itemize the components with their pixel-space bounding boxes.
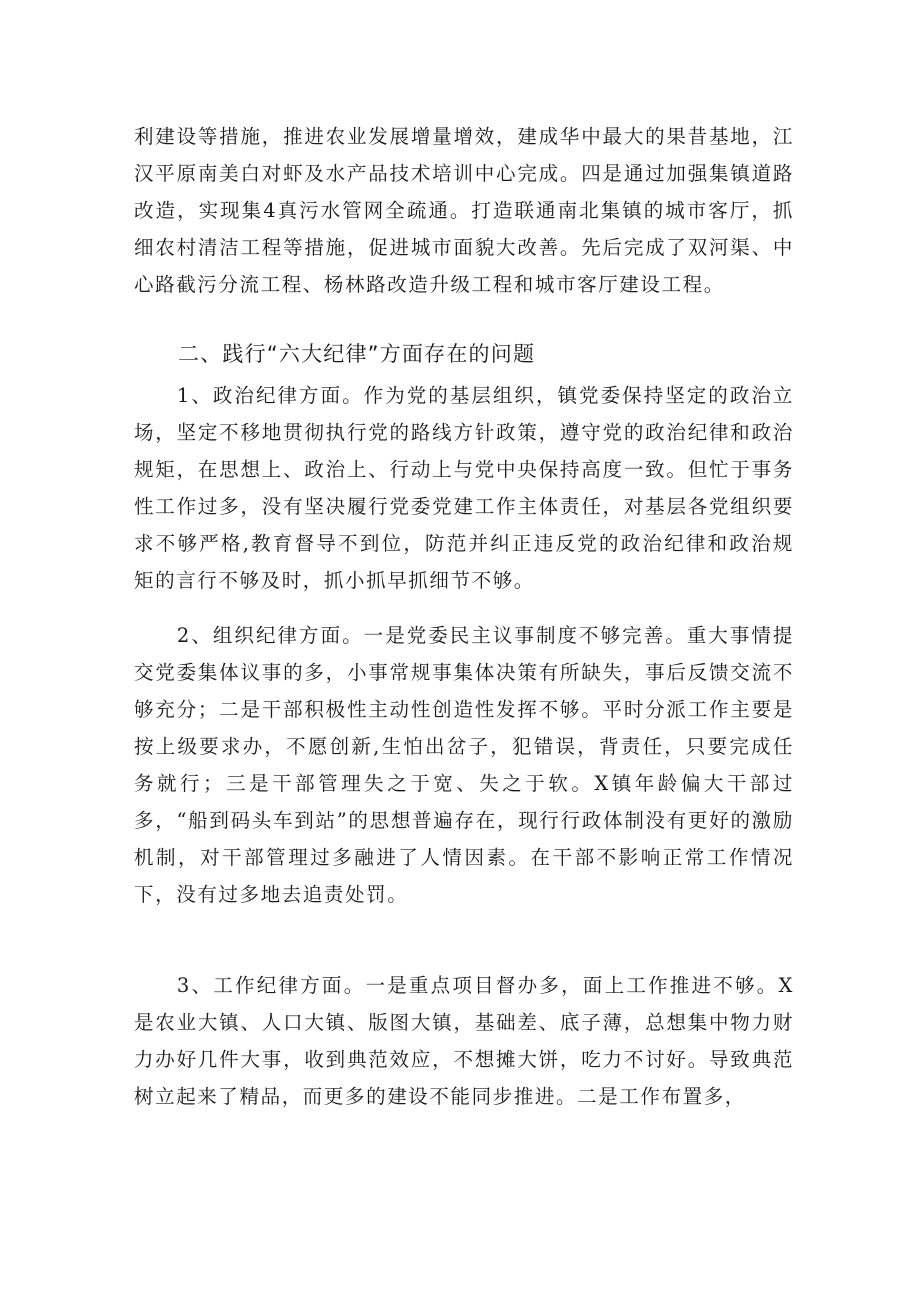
paragraph-political-discipline: 1、政治纪律方面。作为党的基层组织，镇党委保持坚定的政治立场，坚定不移地贯彻执行党的路线方针政策，遵守党的政治纪律和政治规矩，在思想上、政治上、行动上与党中央保持高度一致。但忙于事务性工作过多，没有坚决履行党委党建工作主体责任，对基层各党组织要求不够严格,教育督导不到位，防范并纠正违反党的政治纪律和政治规矩的言行不够及时，抓小抓早抓细节不够。 <box>134 384 794 592</box>
intro-paragraph: 利建设等措施，推进农业发展增量增效，建成华中最大的果昔基地，江汉平原南美白对虾及水产品技术培训中心完成。四是通过加强集镇道路改造，实现集4真污水管网全疏通。打造联通南北集镇的城市客厅，抓细农村清洁工程等措施，促进城市面貌大改善。先后完成了双河渠、中心路截污分流工程、杨林路改造升级工程和城市客厅建设工程。 <box>134 125 794 296</box>
section-heading: 二、践行“六大纪律”方面存在的问题 <box>178 342 536 366</box>
paragraph-work-discipline: 3、工作纪律方面。一是重点项目督办多，面上工作推进不够。X是农业大镇、人口大镇、版图大镇，基础差、底子薄，总想集中物力财力办好几件大事，收到典范效应，不想摊大饼，吃力不讨好。导致典范树立起来了精品，而更多的建设不能同步推进。二是工作布置多， <box>134 974 794 1108</box>
paragraph-organizational-discipline: 2、组织纪律方面。一是党委民主议事制度不够完善。重大事情提交党委集体议事的多，小事常规事集体决策有所缺失，事后反馈交流不够充分；二是干部积极性主动性创造性发挥不够。平时分派工作主要是按上级要求办，不愿创新,生怕出岔子，犯错误，背责任，只要完成任务就行；三是干部管理失之于宽、失之于软。X镇年龄偏大干部过多，“船到码头车到站”的思想普遍存在，现行行政体制没有更好的激励机制，对干部管理过多融进了人情因素。在干部不影响正常工作情况下，没有过多地去追责处罚。 <box>134 624 794 906</box>
